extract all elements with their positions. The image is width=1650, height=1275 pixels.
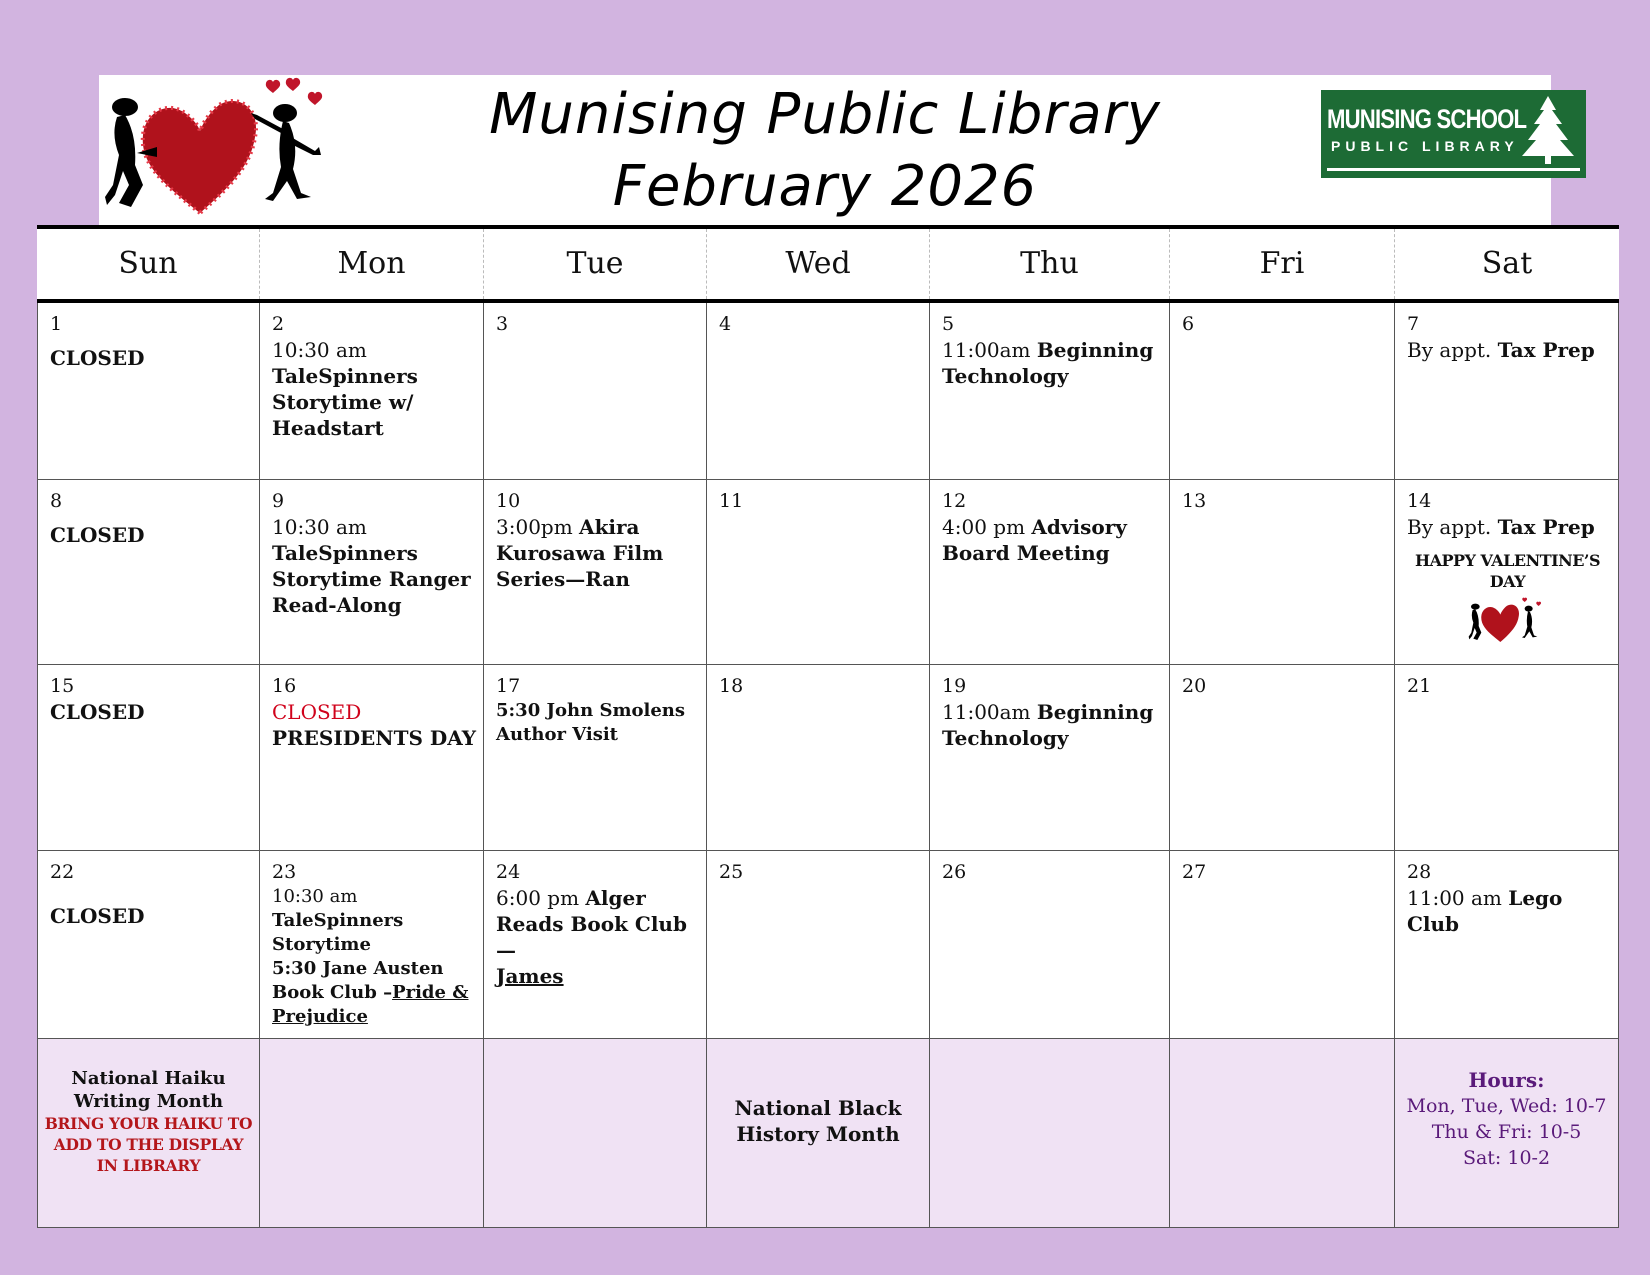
day-number: 2 [272, 313, 285, 335]
day-cell-2 [260, 303, 484, 480]
day-number: 26 [942, 861, 967, 883]
black-history-month: National Black History Month [734, 1096, 902, 1146]
day-number: 18 [719, 675, 744, 697]
day-cell-15 [37, 665, 260, 851]
event-time: 11:00am [942, 338, 1031, 362]
day-number: 14 [1407, 490, 1432, 512]
day-number: 11 [719, 490, 744, 512]
event-time: 4:00 pm [942, 515, 1026, 539]
day-cell-18 [707, 665, 930, 851]
day-number: 5 [942, 313, 955, 335]
event-time: 10:30 am [272, 886, 358, 907]
hours-weekday: Mon, Tue, Wed: 10-7 [1406, 1095, 1607, 1117]
event-time: 6:00 pm [496, 886, 580, 910]
event-title: Advisory Board Meeting [942, 515, 1127, 565]
haiku-month-title: National Haiku Writing Month [71, 1068, 226, 1112]
book-title: Pride & Prejudice [272, 982, 469, 1027]
event-time: 3:00pm [496, 515, 573, 539]
day-cell-5 [930, 303, 1170, 480]
event-time: By appt. [1407, 515, 1492, 539]
day-cell-6 [1170, 303, 1395, 480]
valentine-couple-heart-icon [1465, 596, 1549, 646]
logo-line2: PUBLIC LIBRARY [1331, 138, 1519, 154]
day-number: 27 [1182, 861, 1207, 883]
closed-label: CLOSED [50, 523, 145, 547]
day-number: 22 [50, 861, 75, 883]
footer-cell-empty [260, 1039, 484, 1228]
day-cell-20 [1170, 665, 1395, 851]
logo-rule [1327, 168, 1580, 171]
day-number: 13 [1182, 490, 1207, 512]
day-cell-22 [37, 851, 260, 1039]
weekday-mon: Mon [260, 229, 484, 299]
book-title: James [496, 964, 564, 988]
event-title: Tax Prep [1497, 338, 1595, 362]
day-number: 20 [1182, 675, 1207, 697]
footer-cell-empty [1170, 1039, 1395, 1228]
day-cell-26 [930, 851, 1170, 1039]
day-number: 6 [1182, 313, 1195, 335]
month-year: February 2026 [612, 154, 1038, 219]
day-cell-13 [1170, 480, 1395, 665]
day-cell-16 [260, 665, 484, 851]
event-title: TaleSpinners Storytime w/ Headstart [272, 364, 418, 440]
day-cell-19 [930, 665, 1170, 851]
day-number: 17 [496, 675, 521, 697]
pine-tree-icon [1520, 94, 1576, 166]
calendar-grid [37, 225, 1619, 1224]
day-cell-4 [707, 303, 930, 480]
day-cell-12 [930, 480, 1170, 665]
day-number: 12 [942, 490, 967, 512]
day-cell-3 [484, 303, 707, 480]
closed-label: CLOSED [50, 904, 145, 928]
day-cell-28 [1395, 851, 1619, 1039]
hours-thu-fri: Thu & Fri: 10-5 [1431, 1121, 1582, 1143]
day-cell-27 [1170, 851, 1395, 1039]
day-number: 10 [496, 490, 521, 512]
day-number: 7 [1407, 313, 1420, 335]
event-title: Alger Reads Book Club— [496, 886, 687, 962]
day-cell-1 [37, 303, 260, 480]
day-cell-14 [1395, 480, 1619, 665]
day-cell-7 [1395, 303, 1619, 480]
footer-cell-black-history [707, 1039, 930, 1228]
footer-cell-empty [930, 1039, 1170, 1228]
logo-line1: MUNISING SCHOOL [1327, 104, 1527, 134]
day-number: 8 [50, 490, 63, 512]
day-number: 24 [496, 861, 521, 883]
event-time: 11:00am [942, 700, 1031, 724]
event2-title: 5:30 Jane Austen Book Club – [272, 958, 444, 1003]
day-number: 19 [942, 675, 967, 697]
day-number: 23 [272, 861, 297, 883]
event-title: TaleSpinners Storytime Ranger Read-Along [272, 541, 471, 617]
day-number: 15 [50, 675, 75, 697]
hours-title: Hours: [1468, 1068, 1545, 1092]
weekday-tue: Tue [484, 229, 707, 299]
event-time: 11:00 am [1407, 886, 1502, 910]
day-cell-9 [260, 480, 484, 665]
day-number: 16 [272, 675, 297, 697]
event-title: 5:30 John Smolens Author Visit [496, 700, 686, 745]
weekday-fri: Fri [1170, 229, 1395, 299]
library-name: Munising Public Library [489, 82, 1161, 147]
closed-label: CLOSED [272, 700, 362, 724]
day-cell-17 [484, 665, 707, 851]
day-cell-23 [260, 851, 484, 1039]
event-title: Beginning Technology [942, 338, 1154, 388]
event-time: 10:30 am [272, 338, 367, 362]
weekday-thu: Thu [930, 229, 1170, 299]
library-logo [1321, 90, 1586, 178]
weekday-sat: Sat [1481, 246, 1533, 281]
day-number: 1 [50, 313, 63, 335]
footer-cell-hours [1395, 1039, 1619, 1228]
day-number: 3 [496, 313, 509, 335]
event-title: PRESIDENTS DAY [272, 726, 477, 750]
weekday-wed: Wed [707, 229, 930, 299]
event-time: 10:30 am [272, 515, 367, 539]
weekday-sun: Sun [37, 229, 260, 299]
closed-label: CLOSED [50, 346, 145, 370]
day-number: 4 [719, 313, 732, 335]
day-cell-11 [707, 480, 930, 665]
day-number: 21 [1407, 675, 1432, 697]
day-number: 25 [719, 861, 744, 883]
day-cell-8 [37, 480, 260, 665]
day-cell-10 [484, 480, 707, 665]
haiku-note: BRING YOUR HAIKU TO ADD TO THE DISPLAY IN LIBRARY [44, 1114, 253, 1175]
footer-cell-empty [484, 1039, 707, 1228]
day-number: 28 [1407, 861, 1432, 883]
event-title: Akira Kurosawa Film Series—Ran [496, 515, 664, 591]
event-title: Lego Club [1407, 886, 1563, 936]
hours-sat: Sat: 10-2 [1462, 1147, 1551, 1169]
weekday-header-row [37, 229, 1619, 303]
day-cell-21 [1395, 665, 1619, 851]
day-cell-24 [484, 851, 707, 1039]
event-title: Tax Prep [1497, 515, 1595, 539]
event-title: Beginning Technology [942, 700, 1154, 750]
day-cell-25 [707, 851, 930, 1039]
footer-cell-haiku [37, 1039, 260, 1228]
event-title: TaleSpinners Storytime [272, 910, 404, 955]
calendar-header [99, 75, 1551, 228]
event-time: By appt. [1407, 338, 1492, 362]
valentines-note: HAPPY VALENTINE’S DAY [1414, 551, 1601, 591]
closed-label: CLOSED [50, 700, 145, 724]
day-number: 9 [272, 490, 285, 512]
